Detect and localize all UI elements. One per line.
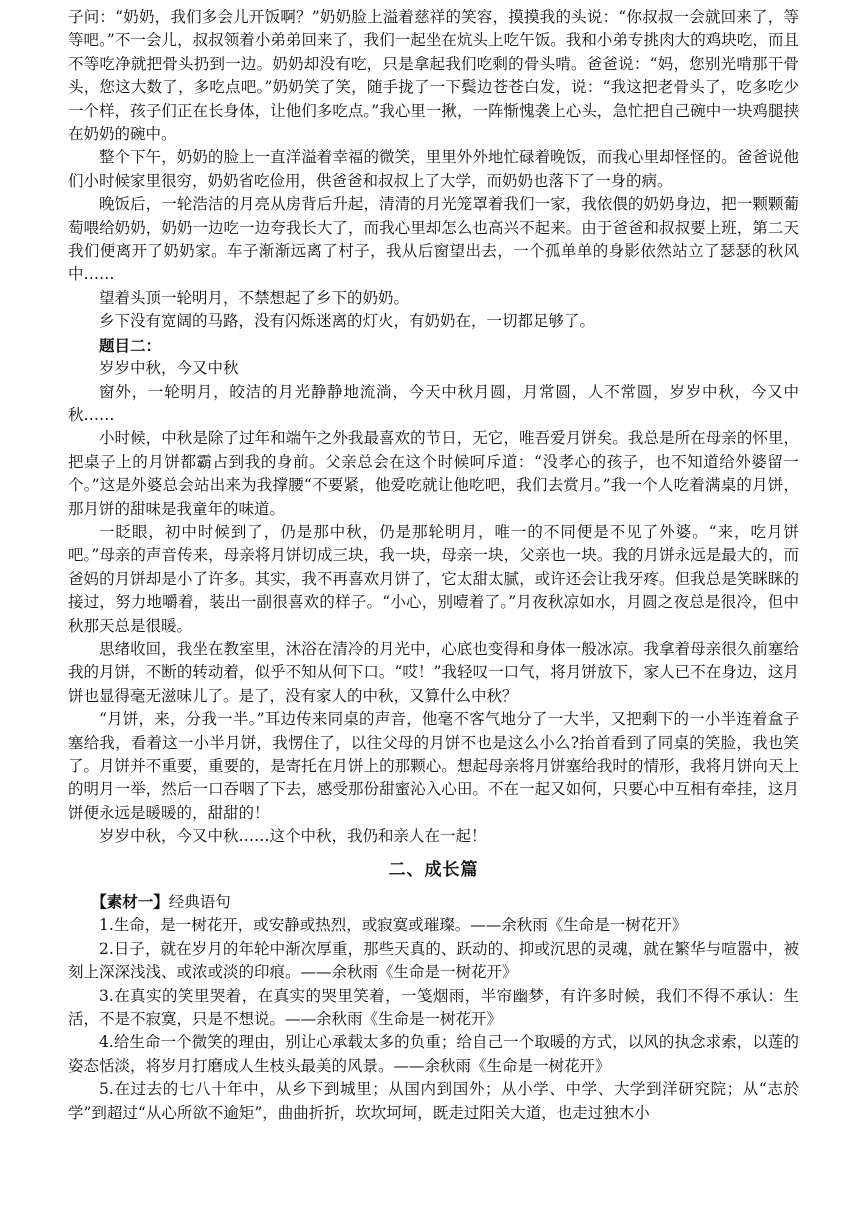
section-heading: 二、成长篇 [388, 859, 479, 880]
material-heading [68, 890, 799, 914]
quote-item-1: 1.生命，是一树花开，或安静或热烈，或寂寞或璀璨。——余秋雨《生命是一树花开》 [99, 916, 688, 935]
quote-item-3: 3.在真实的笑里哭着，在真实的哭里笑着，一笺烟雨，半帘幽梦，有许多时候，我们不得不承认：生活，不是不寂寞，只是不想说。——余秋雨《生命是一树花开》 [68, 986, 799, 1029]
essay-paragraph-5: “月饼，来，分我一半。”耳边传来同桌的声音，他毫不客气地分了一大半，又把剩下的一小半连着盒子塞给我，看着这一小半月饼，我愣住了，以往父母的月饼不也是这么小么?抬首看到了同桌的笑脸，我也笑了。月饼并不重要，重要的，是寄托在月饼上的那颗心。想起母亲将月饼塞给我时的情形，我将月饼向天上的明月一举，然后一口吞咽了下去，感受那份甜蜜沁入心田。不在一起又如何，只要心中互相有牵挂，这月饼便永远是暖暖的，甜甜的！ [68, 710, 799, 822]
essay-paragraph-2: 小时候，中秋是除了过年和端午之外我最喜欢的节日，无它，唯吾爱月饼矣。我总是所在母亲的怀里，把桌子上的月饼都霸占到我的身前。父亲总会在这个时候呵斥道：“没孝心的孩子，也不知道给外婆留一个。”这是外婆总会站出来为我撑腰“不要紧，他爱吃就让他吃吧，我们去赏月。”我一个人吃着满桌的月饼，那月饼的甜味是我童年的味道。 [68, 429, 799, 518]
essay-paragraph-6: 岁岁中秋，今又中秋……这个中秋，我仍和亲人在一起！ [99, 827, 487, 846]
quote-item-5: 5.在过去的七八十年中，从乡下到城里；从国内到国外；从小学、中学、大学到洋研究院；从“志於学”到超过“从心所欲不逾矩”，曲曲折折，坎坎坷坷，既走过阳关大道，也走过独木小 [68, 1080, 799, 1122]
topic-label: 题目二： [99, 335, 162, 355]
quote-item-2: 2.日子，就在岁月的年轮中渐次厚重，那些天真的、跃动的、抑或沉思的灵魂，就在繁华与喧嚣中，被刻上深深浅浅、或浓或淡的印痕。——余秋雨《生命是一树花开》 [68, 939, 799, 982]
essay-paragraph-4: 思绪收回，我坐在教室里，沐浴在清冷的月光中，心底也变得和身体一般冰凉。我拿着母亲很久前塞给我的月饼，不断的转动着，似乎不知从何下口。“哎！”我轻叹一口气，将月饼放下，家人已不在身边，这月饼也显得毫无滋味儿了。是了，没有家人的中秋，又算什么中秋？ [68, 639, 799, 705]
material-label: 【素材一】 [91, 892, 169, 912]
story-paragraph-1: 子问：“奶奶，我们多会儿开饭啊？”奶奶脸上溢着慈祥的笑容，摸摸我的头说：“你叔叔一会就回来了，等等吧。”不一会儿，叔叔领着小弟弟回来了，我们一起坐在炕头上吃午饭。我和小弟专挑肉大的鸡块吃，而且不等吃净就把骨头扔到一边。奶奶却没有吃，只是拿起我们吃剩的骨头啃。爸爸说：“妈，您别光啃那干骨头，您这大数了，多吃点吧。”奶奶笑了笑，随手拢了一下鬓边苍苍白发，说：“我这把老骨头了，吃多吃少一个样，孩子们正在长身体，让他们多吃点。”我心里一揪，一阵惭愧袭上心头，急忙把自己碗中一块鸡腿挟在奶奶的碗中。 [68, 8, 799, 144]
essay-paragraph-3: 一眨眼，初中时候到了，仍是那中秋，仍是那轮明月，唯一的不同便是不见了外婆。“来，吃月饼吧。”母亲的声音传来，母亲将月饼切成三块，我一块，母亲一块，父亲也一块。我的月饼永远是最大的，而爸妈的月饼却是小了许多。其实，我不再喜欢月饼了，它太甜太腻，或许还会让我牙疼。但我总是笑眯眯的接过，努力地嚼着，装出一副很喜欢的样子。“小心，别噎着了。”月夜秋凉如水，月圆之夜总是很冷，但中秋那天总是很暖。 [68, 522, 799, 635]
story-paragraph-2: 整个下午，奶奶的脸上一直洋溢着幸福的微笑，里里外外地忙碌着晚饭，而我心里却怪怪的。爸爸说他们小时候家里很穷，奶奶省吃俭用，供爸爸和叔叔上了大学，而奶奶也落下了一身的病。 [68, 148, 799, 190]
essay-title: 岁岁中秋，今又中秋 [99, 359, 239, 378]
quote-item-4: 4.给生命一个微笑的理由，别让心承载太多的负重；给自己一个取暖的方式，以风的执念求索，以莲的姿态恬淡，将岁月打磨成人生枝头最美的风景。——余秋雨《生命是一树花开》 [68, 1033, 799, 1075]
story-paragraph-4: 望着头顶一轮明月，不禁想起了乡下的奶奶。 [99, 288, 410, 307]
material-title: 经典语句 [168, 893, 231, 912]
essay-paragraph-1: 窗外，一轮明月，皎洁的月光静静地流淌，今天中秋月圆，月常圆，人不常圆，岁岁中秋，今又中秋…… [68, 382, 799, 424]
story-paragraph-3: 晚饭后，一轮浩洁的月亮从房背后升起，清清的月光笼罩着我们一家，我依偎的奶奶身边，把一颗颗葡萄喂给奶奶，奶奶一边吃一边夸我长大了，而我心里却怎么也高兴不起来。由于爸爸和叔叔要上班，第二天我们便离开了奶奶家。车子渐渐远离了村子，我从后窗望出去，一个孤单单的身影依然站立了瑟瑟的秋风中…… [68, 195, 799, 284]
document-page [68, 6, 799, 1125]
story-paragraph-5: 乡下没有宽阔的马路，没有闪烁迷离的灯火，有奶奶在，一切都足够了。 [99, 312, 596, 331]
